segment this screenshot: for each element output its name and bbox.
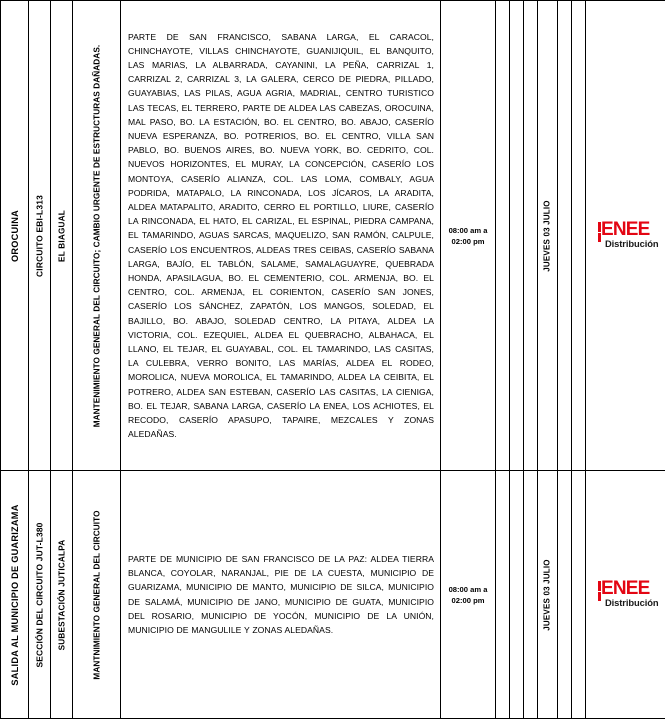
cell-municipio xyxy=(1,1,29,471)
horario-inicio: 08:00 am a xyxy=(443,225,493,236)
subestacion-text: EL BIAGUAL xyxy=(57,210,66,262)
cell-spacer-5 xyxy=(572,1,586,471)
cell-spacer-2 xyxy=(510,1,524,471)
cell-logo xyxy=(586,471,665,719)
horario-fin: 02:00 pm xyxy=(443,595,493,606)
enee-logo-wordmark: ENEE xyxy=(601,580,650,599)
cell-trabajo xyxy=(73,471,121,719)
horario-fin: 02:00 pm xyxy=(443,236,493,247)
cell-spacer-1 xyxy=(496,1,510,471)
cell-horario xyxy=(441,471,496,719)
horario-block xyxy=(441,584,495,606)
cell-circuito xyxy=(29,1,51,471)
table-row xyxy=(1,1,665,471)
trabajo-text: MANTNIMIENTO GENERAL DEL CIRCUITO xyxy=(92,510,101,679)
cell-zonas xyxy=(121,1,441,471)
cell-spacer-1 xyxy=(496,471,510,719)
zonas-afectadas-text: PARTE DE SAN FRANCISCO, SABANA LARGA, EL CARACOL, CHINCHAYOTE, VILLAS CHINCHAYOTE, GUANIJIQUIL, EL BANQUITO, LAS MARIAS, LA ALBARRADA, CAYANINI, LA PEÑA, CARRIZAL 1, CARRIZAL 2, CARRIZAL 3, LA GALERA, CERCO DE PIEDRA, PILLADO, GUAYABIAS, LAS PILAS, AGUA AGRIA, MADRIAL, CENTRO TURISTICO LAS TECAS, EL TERRERO, PARTE DE ALDEA LAS CABEZAS, OROCUINA, MAL PASO, BO. LA ESTACIÓN, BO. EL CENTRO, BO. ABAJO, CASERÍO NUEVA ESPERANZA, BO. POTRERIOS, BO. EL CENTRO, VILLA SAN PABLO, BO. BUENOS AIRES, BO. NUEVA YORK, BO. CEDRITO, COL. NUEVOS HORIZONTES, EL MURAY, LA CONCEPCIÓN, CASERÍO LOS MONTOYA, CASERÍO ALIANZA, COL. LAS LOMA, COMBALY, AGUA PODRIDA, MATAPALO, LA RINCONADA, LOS JÍCAROS, LA ARADITA, ALDEA MATAPALITO, ARADITO, CERRO EL PORTILLO, LIURE, CASERÍO LA RINCONADA, EL HATO, EL CARIZAL, EL ESPINAL, PIEDRA CAMPANA, EL TAMARINDO, AGUAS SARCAS, MAQUELIZO, SAN RAMÓN, CALPULE, CASERÍO LOS ENCUENTROS, ALDEAS TRES CEIBAS, CASERÍO SABANA LARGA, BAJÍO, EL TABLÓN, SALAME, SAMALAGUAYRE, QUEBRADA HONDA, APASILAGUA, BO. EL CEMENTERIO, COL. ARMENJA, BO. EL CENTRO, COL. ARMENJA, EL CORIENTON, CASERÍO SAN JONES, CASERÍO LOS SÁNCHEZ, ZAPATÓN, LOS MANGOS, SOLEDAD, EL BAJILLO, BO. ABAJO, SOLEDAD CENTRO, LA PITAYA, ALDEA LA VICTORIA, COL. EZEQUIEL, ALDEA EL QUEBRACHO, ALBAHACA, EL LLANO, EL TEJAR, EL GUAYABAL, COL. EL TAMARINDO, LAS CASITAS, LA CULEBRA, VERRO BONITO, LAS MARÍAS, ALDEA EL RODEO, MOROLICA, NUEVA MOROLICA, EL TAMARINDO, ALDEA LA CEIBITA, EL POTRERO, ALDEA SAN ESTEBAN, CASERÍO LAS CASITAS, LA CIENIGA, BO. EL TEJAR, SABANA LARGA, CASERÍO LA ENEA, LOS ACHIOTES, EL RECODO, CASERÍO APASUPO, TAPAIRE, MEZCALES Y ZONAS ALEDAÑAS. xyxy=(121,24,440,448)
fecha-text: JUEVES 03 JULIO xyxy=(543,200,552,271)
cell-fecha xyxy=(538,1,558,471)
trabajo-vertical-label xyxy=(73,1,120,470)
enee-logo-subtitle: Distribución xyxy=(605,597,659,608)
cell-spacer-4 xyxy=(558,471,572,719)
enee-logo xyxy=(598,580,665,610)
table-row xyxy=(1,471,665,719)
circuito-text: CIRCUITO EBI-L313 xyxy=(35,195,44,277)
cell-subestacion xyxy=(51,471,73,719)
municipio-vertical-label xyxy=(1,1,28,470)
municipio-text: SALIDA AL MUNICIPIO DE GUARIZAMA xyxy=(9,504,19,685)
subestacion-vertical-label xyxy=(51,1,72,470)
cell-spacer-2 xyxy=(510,471,524,719)
municipio-vertical-label xyxy=(1,471,28,718)
cell-municipio xyxy=(1,471,29,719)
subestacion-vertical-label xyxy=(51,471,72,718)
enee-logo-wordmark: ENEE xyxy=(601,221,650,240)
cell-zonas xyxy=(121,471,441,719)
horario-inicio: 08:00 am a xyxy=(443,584,493,595)
cell-fecha xyxy=(538,471,558,719)
cell-spacer-3 xyxy=(524,471,538,719)
horario-block xyxy=(441,225,495,247)
circuito-vertical-label xyxy=(29,1,50,470)
zonas-afectadas-text: PARTE DE MUNICIPIO DE SAN FRANCISCO DE LA PAZ: ALDEA TIERRA BLANCA, COYOLAR, NARANJAL, PIE DE LA CUESTA, MUNICIPIO DE GUARIZAMA, MUNICIPIO DE MANTO, MUNICIPIO DE SILCA, MUNICIPIO DE SALAMÁ, MUNICIPIO DE JANO, MUNICIPIO DE GUATA, MUNICIPIO DEL ROSARIO, MUNICIPIO DE YOCÓN, MUNICIPIO DE LA UNIÓN, MUNICIPIO DE MANGULILE Y ZONAS ALEDAÑAS. xyxy=(121,548,440,641)
cell-horario xyxy=(441,1,496,471)
fecha-vertical-label xyxy=(538,1,557,470)
cell-trabajo xyxy=(73,1,121,471)
fecha-vertical-label xyxy=(538,471,557,718)
trabajo-text: MANTENIMIENTO GENERAL DEL CIRCUITO; CAMBIO URGENTE DE ESTRUCTURAS DAÑADAS. xyxy=(92,44,101,427)
cell-circuito xyxy=(29,471,51,719)
circuito-vertical-label xyxy=(29,471,50,718)
cell-spacer-4 xyxy=(558,1,572,471)
fecha-text: JUEVES 03 JULIO xyxy=(543,559,552,630)
enee-logo-subtitle: Distribución xyxy=(605,238,659,249)
enee-logo xyxy=(598,221,665,251)
subestacion-text: SUBESTACIÓN JUTICALPA xyxy=(57,539,66,650)
municipio-text: OROCUINA xyxy=(9,209,19,261)
circuito-text: SECCIÓN DEL CIRCUITO JUT-L380 xyxy=(35,522,44,667)
cell-spacer-5 xyxy=(572,471,586,719)
cell-logo xyxy=(586,1,665,471)
cell-subestacion xyxy=(51,1,73,471)
trabajo-vertical-label xyxy=(73,471,120,718)
cell-spacer-3 xyxy=(524,1,538,471)
